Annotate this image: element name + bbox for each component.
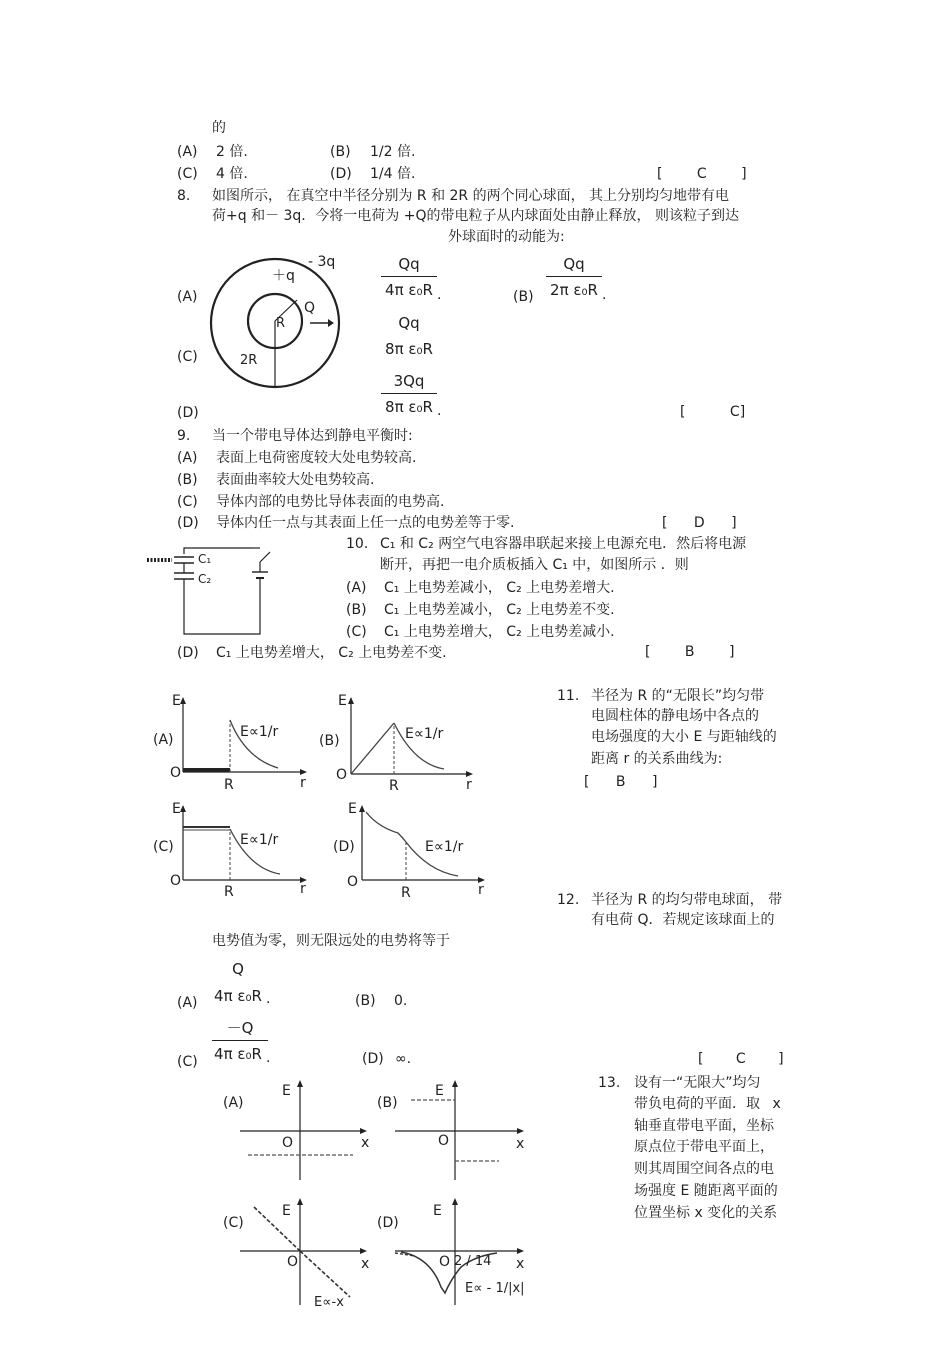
q11-graph-c-label: (C): [153, 839, 174, 855]
page-number: 2 / 14: [454, 1254, 492, 1269]
q13-graph-d-origin: O: [439, 1254, 451, 1270]
q8-option-d-period: .: [437, 403, 442, 419]
q11-graph-b-origin: O: [336, 767, 348, 783]
q11-graph-c-origin: O: [170, 873, 182, 889]
q12-stem-line1: 半径为 R 的均匀带电球面， 带: [591, 892, 783, 908]
q10-stem-line2: 断开，再把一电介质板插入 C₁ 中，如图所示 ．则: [380, 557, 689, 573]
q11-graph-a-e-axis: E: [172, 693, 181, 709]
q13-stem-line4: 原点位于带电平面上，: [634, 1139, 774, 1155]
q13-graph-a-e-axis: E: [282, 1083, 291, 1099]
q8-stem-line1: 如图所示， 在真空中半径分别为 R 和 2R 的两个同心球面， 其上分别均匀地带有电: [212, 188, 730, 204]
q10-option-b-label: (B): [346, 602, 367, 618]
q13-graph-d-label: (D): [377, 1215, 399, 1231]
q11-graph-a-label: (A): [153, 732, 174, 748]
q9-option-d-label: (D): [177, 515, 199, 531]
q12-option-c-label: (C): [177, 1054, 198, 1070]
q13-graph-d-law: E∝ - 1/|x|: [465, 1281, 525, 1296]
q11-graph-b: [316, 690, 476, 800]
q8-option-b-label: (B): [513, 289, 534, 305]
q10-c2-label: C₂: [198, 572, 212, 586]
q11-graph-b-e-axis: E: [338, 693, 347, 709]
q8-option-a-label: (A): [177, 289, 198, 305]
q9-answer: [ D ]: [662, 515, 737, 531]
q13-graph-b-origin: O: [438, 1133, 450, 1149]
q13-stem-line1: 设有一“无限大”均匀: [634, 1075, 761, 1091]
q13-graph-a: [220, 1075, 370, 1185]
q11-graph-d-r-mark: R: [401, 885, 411, 901]
q8-option-d-fraction-bar: [381, 393, 437, 394]
q13-graph-c-origin: O: [287, 1254, 299, 1270]
q10-option-c-label: (C): [346, 624, 367, 640]
q13-graph-b-x-axis: x: [516, 1136, 525, 1152]
q11-graph-c: [150, 797, 310, 907]
q13-graph-b: [375, 1075, 530, 1185]
q7-answer: [ C ]: [657, 166, 747, 182]
q7-option-b-label: (B): [330, 144, 351, 160]
q11-graph-b-r-axis: r: [466, 777, 472, 793]
q12-option-a-period: .: [266, 991, 271, 1007]
q10-option-d: C₁ 上电势差增大， C₂ 上电势差不变.: [216, 645, 447, 661]
q9-option-d: 导体内任一点与其表面上任一点的电势差等于零.: [216, 515, 515, 531]
q8-option-d-denominator: 8π ε₀R: [385, 398, 433, 416]
q8-option-a-period: .: [437, 287, 442, 303]
q10-option-b: C₁ 上电势差减小， C₂ 上电势差不变.: [384, 602, 615, 618]
q7-option-d: 1/4 倍.: [370, 166, 416, 182]
q13-graph-c-label: (C): [223, 1215, 244, 1231]
q8-option-b-fraction-bar: [546, 276, 602, 277]
q8-option-a-denominator: 4π ε₀R: [385, 281, 433, 299]
q9-option-c: 导体内部的电势比导体表面的电势高.: [216, 494, 445, 510]
q7-option-c-label: (C): [177, 166, 198, 182]
q13-graph-c-x-axis: x: [361, 1256, 370, 1272]
q12-number: 12.: [557, 892, 580, 908]
q11-graph-c-r-mark: R: [224, 884, 234, 900]
q12-option-a-denominator: 4π ε₀R: [214, 987, 262, 1005]
q10-answer: [ B ]: [645, 644, 735, 660]
q8-particle-label: Q: [304, 300, 316, 316]
q11-graph-a-law: E∝1/r: [240, 724, 279, 740]
q11-graph-d-label: (D): [333, 839, 355, 855]
q7-option-b: 1/2 倍.: [370, 144, 416, 160]
q11-graph-d: [330, 797, 490, 907]
q8-outer-charge-label: - 3q: [308, 254, 336, 270]
q10-option-a: C₁ 上电势差减小， C₂ 上电势差增大.: [384, 580, 615, 596]
q9-option-b: 表面曲率较大处电势较高.: [216, 472, 375, 488]
q9-stem: 当一个带电导体达到静电平衡时:: [212, 428, 413, 444]
q8-answer: [ C]: [680, 404, 746, 420]
q9-option-a: 表面上电荷密度较大处电势较高.: [216, 450, 417, 466]
q9-option-a-label: (A): [177, 450, 198, 466]
q12-option-c-fraction-bar: [212, 1040, 268, 1041]
q12-option-d: ∞.: [395, 1051, 412, 1067]
q13-graph-c-e-axis: E: [282, 1203, 291, 1219]
q13-graph-a-x-axis: x: [361, 1135, 370, 1151]
q13-stem-line6: 场强度 E 随距离平面的: [634, 1183, 778, 1199]
q11-graph-a: [150, 690, 310, 800]
q9-option-c-label: (C): [177, 494, 198, 510]
q10-capacitor-circuit-figure: [142, 548, 302, 638]
q13-stem-line5: 则其周围空间各点的电: [634, 1161, 774, 1177]
q8-option-b-denominator: 2π ε₀R: [550, 281, 598, 299]
q7-option-a-label: (A): [177, 144, 198, 160]
q8-option-b-period: .: [602, 287, 607, 303]
q11-stem-line4: 距离 r 的关系曲线为:: [591, 751, 723, 767]
q8-option-d-numerator: 3Qq: [393, 372, 425, 390]
q7-option-a: 2 倍.: [216, 144, 248, 160]
q13-graph-a-label: (A): [223, 1095, 244, 1111]
q10-option-d-label: (D): [177, 645, 199, 661]
q8-option-d-label: (D): [177, 405, 199, 421]
q11-graph-a-r-mark: R: [224, 777, 234, 793]
q11-graph-b-label: (B): [319, 733, 340, 749]
q12-option-b: 0.: [394, 993, 408, 1009]
q12-option-c-numerator: －Q: [226, 1019, 254, 1037]
q13-stem-line3: 轴垂直带电平面，坐标: [634, 1118, 774, 1134]
q13-graph-c: [220, 1195, 370, 1310]
q11-graph-c-e-axis: E: [172, 801, 181, 817]
q12-option-c-denominator: 4π ε₀R: [214, 1045, 262, 1063]
q8-inner-radius-label: R: [276, 316, 286, 331]
q8-inner-charge-label: ＋q: [272, 268, 295, 284]
q13-number: 13.: [598, 1075, 621, 1091]
q13-graph-b-label: (B): [377, 1095, 398, 1111]
q10-stem-line1: C₁ 和 C₂ 两空气电容器串联起来接上电源充电．然后将电源: [380, 536, 747, 552]
q9-number: 9.: [177, 428, 191, 444]
q8-option-a-fraction-bar: [381, 276, 437, 277]
q12-option-b-label: (B): [355, 993, 376, 1009]
q7-option-d-label: (D): [330, 166, 352, 182]
q11-stem-line2: 电圆柱体的静电场中各点的: [591, 708, 759, 724]
q12-option-d-label: (D): [362, 1051, 384, 1067]
q11-graph-c-r-axis: r: [300, 881, 306, 897]
q8-option-c-denominator: 8π ε₀R: [385, 340, 433, 358]
q11-graph-b-law: E∝1/r: [405, 726, 444, 742]
q10-c1-label: C₁: [198, 552, 212, 566]
q13-graph-d-x-axis: x: [516, 1256, 525, 1272]
q13-stem-line2: 带负电荷的平面．取 x: [634, 1096, 781, 1112]
q8-option-c-label: (C): [177, 349, 198, 365]
q12-answer: [ C ]: [698, 1051, 784, 1067]
q12-option-a-numerator: Q: [232, 960, 244, 978]
q8-stem-line3: 外球面时的动能为:: [448, 229, 565, 245]
q8-option-a-numerator: Qq: [398, 255, 420, 273]
q11-stem-line1: 半径为 R 的“无限长”均匀带: [591, 688, 765, 704]
q8-number: 8.: [177, 188, 191, 204]
q10-number: 10.: [346, 536, 369, 552]
q12-stem-line2: 有电荷 Q．若规定该球面上的: [591, 912, 775, 928]
q11-stem-line3: 电场强度的大小 E 与距轴线的: [591, 729, 777, 745]
q11-graph-b-r-mark: R: [389, 778, 399, 794]
q10-option-c: C₁ 上电势差增大， C₂ 上电势差减小.: [384, 624, 615, 640]
q9-option-b-label: (B): [177, 472, 198, 488]
q11-graph-a-origin: O: [170, 765, 182, 781]
q7-option-c: 4 倍.: [216, 166, 248, 182]
q12-stem-line3: 电势值为零，则无限远处的电势将等于: [212, 933, 450, 949]
q12-option-a-label: (A): [177, 995, 198, 1011]
q8-outer-radius-label: 2R: [240, 353, 258, 368]
q11-graph-a-r-axis: r: [300, 775, 306, 791]
q13-graph-d-e-axis: E: [433, 1203, 442, 1219]
q13-graph-c-law: E∝-x: [314, 1295, 344, 1310]
q11-answer: [ B ]: [584, 774, 658, 790]
q11-number: 11.: [557, 688, 580, 704]
q12-option-c-period: .: [266, 1050, 271, 1066]
q11-graph-d-r-axis: r: [478, 882, 484, 898]
q11-graph-d-law: E∝1/r: [425, 839, 464, 855]
q13-stem-line7: 位置坐标 x 变化的关系: [634, 1205, 778, 1221]
q8-option-c-numerator: Qq: [398, 314, 420, 332]
q11-graph-c-law: E∝1/r: [240, 832, 279, 848]
q7-stem-tail: 的: [212, 120, 226, 136]
q11-graph-d-origin: O: [347, 874, 359, 890]
q13-graph-b-e-axis: E: [435, 1083, 444, 1099]
q10-option-a-label: (A): [346, 580, 367, 596]
q11-graph-d-e-axis: E: [348, 801, 357, 817]
q13-graph-a-origin: O: [282, 1135, 294, 1151]
q8-concentric-spheres-figure: [200, 248, 350, 398]
q8-option-b-numerator: Qq: [563, 255, 585, 273]
q8-stem-line2: 荷+q 和－ 3q．今将一电荷为 +Q的带电粒子从内球面处由静止释放， 则该粒子到达: [212, 208, 739, 224]
